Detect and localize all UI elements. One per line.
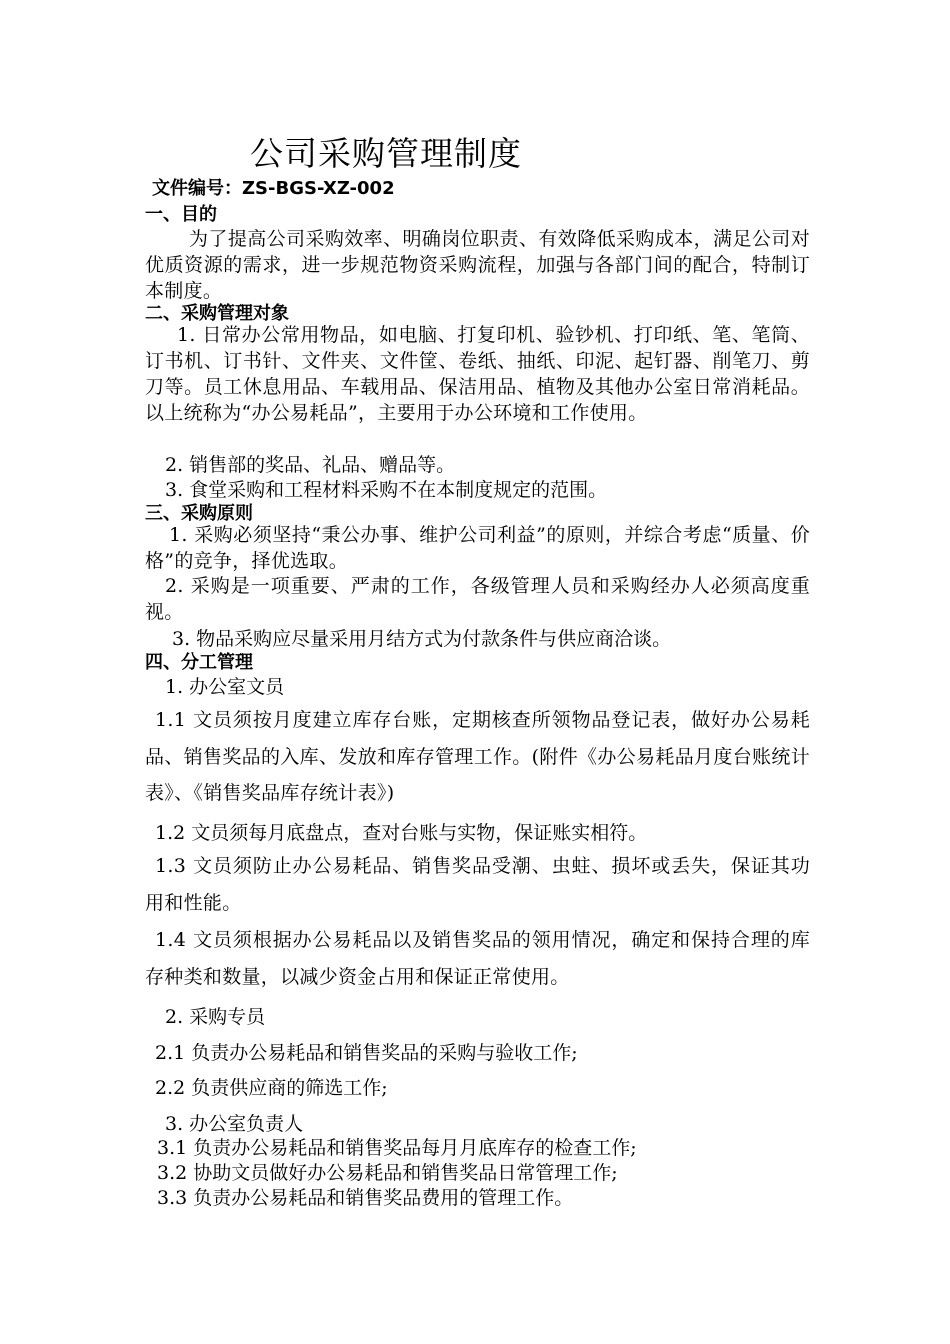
role-purchaser-heading: 2. 采购专员 <box>165 1006 266 1028</box>
clerk-duty-1-3: 1.3 文员须防止办公易耗品、销售奖品受潮、虫蛀、损坏或丢失，保证其功用和性能。 <box>145 855 810 914</box>
purchaser-duty-2-2: 2.2 负责供应商的筛选工作; <box>155 1077 388 1099</box>
section-heading-scope: 二、采购管理对象 <box>145 303 289 324</box>
office-head-duty-3-2: 3.2 协助文员做好办公易耗品和销售奖品日常管理工作; <box>157 1162 618 1184</box>
office-head-duty-3-3: 3.3 负责办公易耗品和销售奖品费用的管理工作。 <box>157 1187 574 1209</box>
purchaser-duty-2-1: 2.1 负责办公易耗品和销售奖品的采购与验收工作; <box>155 1042 578 1064</box>
document-number: 文件编号：ZS-BGS-XZ-002 <box>152 178 395 199</box>
role-office-head-heading: 3. 办公室负责人 <box>165 1113 304 1135</box>
clerk-duty-1-1: 1.1 文员须按月度建立库存台账，定期核查所领物品登记表，做好办公易耗品、销售奖品的入库、发放和库存管理工作。(附件《办公易耗品月度台账统计表》、《销售奖品库存统计表》) <box>145 709 810 804</box>
clerk-duty-1-2: 1.2 文员须每月底盘点，查对台账与实物，保证账实相符。 <box>155 822 648 844</box>
role-clerk-heading: 1. 办公室文员 <box>165 676 285 698</box>
clerk-duty-1-4: 1.4 文员须根据办公易耗品以及销售奖品的领用情况，确定和保持合理的库存种类和数量，以减少资金占用和保证正常使用。 <box>145 929 810 988</box>
purpose-paragraph: 为了提高公司采购效率、明确岗位职责、有效降低采购成本，满足公司对优质资源的需求，进一步规范物资采购流程，加强与各部门间的配合，特制订本制度。 <box>145 228 810 302</box>
office-head-duty-3-1: 3.1 负责办公易耗品和销售奖品每月月底库存的检查工作; <box>157 1137 637 1159</box>
scope-item-1: 1. 日常办公常用物品，如电脑、打复印机、验钞机、打印纸、笔、笔筒、订书机、订书针、文件夹、文件筐、卷纸、抽纸、印泥、起钉器、削笔刀、剪刀等。员工休息用品、车载用品、保洁用品、植物及其他办公室日常消耗品。以上统称为“办公易耗品”，主要用于办公环境和工作使用。 <box>145 324 810 424</box>
section-heading-purpose: 一、目的 <box>145 204 217 225</box>
section-heading-division: 四、分工管理 <box>145 652 253 673</box>
principle-item-3: 3. 物品采购应尽量采用月结方式为付款条件与供应商洽谈。 <box>172 628 672 650</box>
scope-item-3: 3. 食堂采购和工程材料采购不在本制度规定的范围。 <box>165 479 608 501</box>
document-title: 公司采购管理制度 <box>250 134 522 173</box>
principle-item-2: 2. 采购是一项重要、严肃的工作，各级管理人员和采购经办人必须高度重视。 <box>145 575 810 623</box>
scope-item-2: 2. 销售部的奖品、礼品、赠品等。 <box>165 454 456 476</box>
section-heading-principles: 三、采购原则 <box>145 503 253 524</box>
principle-item-1: 1. 采购必须坚持“秉公办事、维护公司利益”的原则，并综合考虑“质量、价格”的竞争，择优选取。 <box>145 524 810 572</box>
